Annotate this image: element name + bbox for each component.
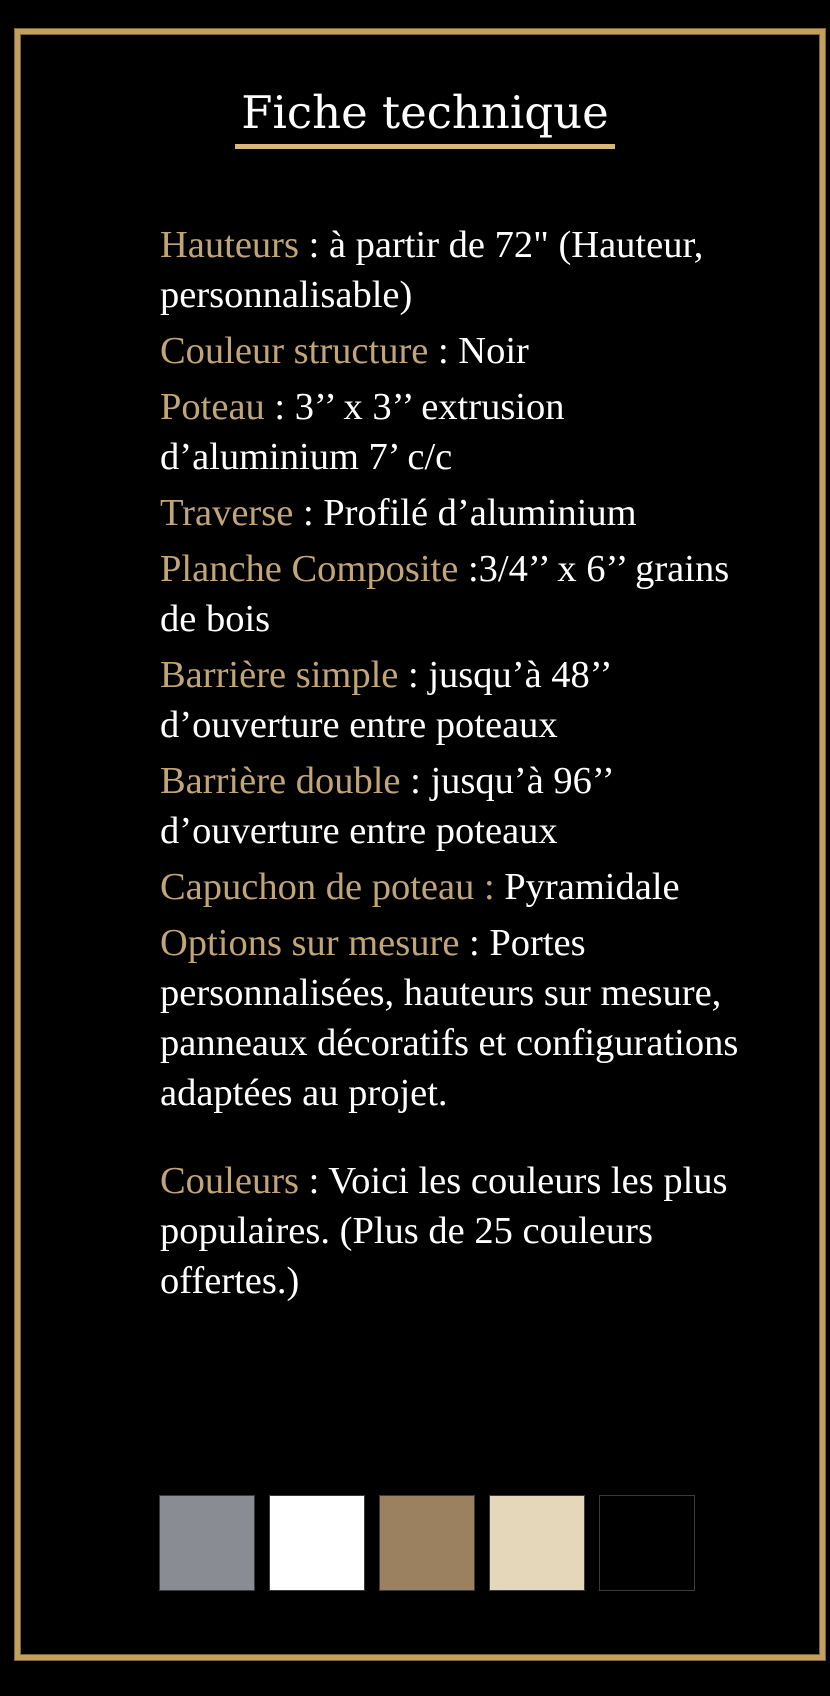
spec-item-barriere-double — [160, 756, 740, 856]
spec-item-hauteurs — [160, 220, 740, 320]
spec-item-couleurs — [160, 1156, 740, 1306]
spec-label: Barrière double — [160, 760, 401, 802]
spec-label: Couleurs — [160, 1160, 300, 1202]
color-swatch-white — [269, 1495, 365, 1591]
spec-value: : à partir de 72" (Hauteur, personnalisable) — [160, 224, 704, 316]
color-swatch-sand — [489, 1495, 585, 1591]
spec-value: :3/4’’ x 6’’ grains de bois — [160, 548, 730, 640]
spec-label: Barrière simple — [160, 654, 399, 696]
spec-value: : Noir — [428, 330, 529, 372]
spec-value: : 3’’ x 3’’ extrusion d’aluminium 7’ c/c — [160, 386, 565, 478]
spec-label: Traverse — [160, 492, 294, 534]
spec-value: : Profilé d’aluminium — [293, 492, 637, 534]
spec-label: Hauteurs — [160, 224, 299, 266]
spec-label: Poteau — [160, 386, 265, 428]
spec-item-traverse — [160, 488, 740, 538]
spec-label: Capuchon de poteau : — [160, 866, 495, 908]
spec-item-planche-composite — [160, 544, 740, 644]
spec-list — [160, 220, 740, 1312]
spec-item-options — [160, 918, 740, 1118]
color-swatch-bronze — [379, 1495, 475, 1591]
spec-label: Options sur mesure — [160, 922, 460, 964]
gold-frame — [15, 29, 825, 1660]
spec-value: Pyramidale — [494, 866, 680, 908]
color-swatch-black — [599, 1495, 695, 1591]
page-title: Fiche technique — [20, 86, 830, 149]
spec-value: : Portes personnalisées, hauteurs sur mesure, panneaux décoratifs et configurations adaptées au projet. — [160, 922, 739, 1114]
spec-item-barriere-simple — [160, 650, 740, 750]
spec-value: : jusqu’à 48’’ d’ouverture entre poteaux — [160, 654, 610, 746]
spec-value: : Voici les couleurs les plus populaires. (Plus de 25 couleurs offertes.) — [160, 1160, 728, 1302]
spec-label: Planche Composite — [160, 548, 459, 590]
spec-item-couleur-structure — [160, 326, 740, 376]
color-swatch-gray — [159, 1495, 255, 1591]
spec-item-capuchon — [160, 862, 740, 912]
spec-item-poteau — [160, 382, 740, 482]
spec-value: : jusqu’à 96’’ d’ouverture entre poteaux — [160, 760, 612, 852]
spec-label: Couleur structure — [160, 330, 429, 372]
color-swatches — [159, 1495, 695, 1591]
